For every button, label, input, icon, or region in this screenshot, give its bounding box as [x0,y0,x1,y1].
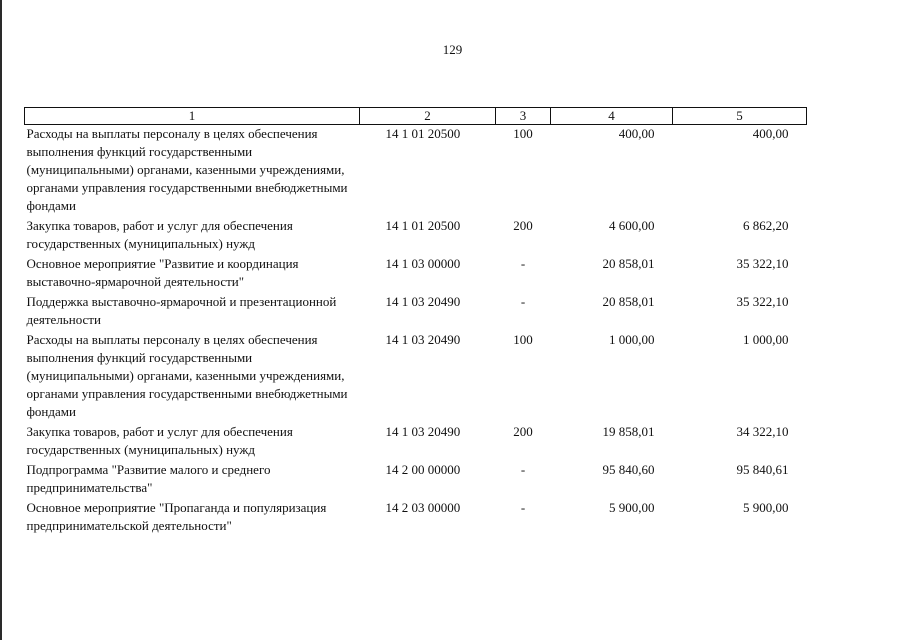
row-name: Закупка товаров, работ и услуг для обеспечения государственных (муниципальных) нужд [26,424,293,457]
row-name: Поддержка выставочно-ярмарочной и презентационной деятельности [26,294,337,327]
row-type: - [520,500,526,515]
table-row [25,499,807,537]
row-code: 14 1 01 20500 [385,126,461,141]
table-row [25,125,807,218]
row-amount-1: 400,00 [618,126,655,141]
row-amount-2: 35 322,10 [736,294,789,309]
row-amount-1: 1 000,00 [609,332,655,347]
row-name: Расходы на выплаты персоналу в целях обеспечения выполнения функций государственными (муниципальными) органами, казенными учреждениями, органами управления государственными внебюджетными фондами [26,126,348,213]
row-type: 100 [513,332,533,347]
table-row [25,423,807,461]
row-amount-2: 34 322,10 [736,424,789,439]
row-amount-2: 35 322,10 [736,256,789,271]
row-type: - [520,462,526,477]
table-row [25,461,807,499]
header-col-3: 3 [496,108,551,125]
header-col-4: 4 [551,108,673,125]
budget-table [24,107,807,537]
row-amount-1: 4 600,00 [609,218,655,233]
row-amount-1: 5 900,00 [609,500,655,515]
header-col-1: 1 [25,108,360,125]
table-row [25,217,807,255]
row-amount-2: 5 900,00 [743,500,789,515]
row-amount-2: 6 862,20 [743,218,789,233]
header-col-2: 2 [360,108,496,125]
row-type: 100 [513,126,533,141]
row-type: 200 [513,424,533,439]
table-row [25,293,807,331]
row-amount-1: 19 858,01 [602,424,655,439]
table-row [25,331,807,423]
row-code: 14 2 00 00000 [385,462,461,477]
row-code: 14 1 03 20490 [385,332,461,347]
row-name: Основное мероприятие "Пропаганда и популяризация предпринимательской деятельности" [26,500,327,533]
row-name: Закупка товаров, работ и услуг для обеспечения государственных (муниципальных) нужд [26,218,293,251]
row-type: 200 [513,218,533,233]
row-amount-1: 20 858,01 [602,256,655,271]
table-row [25,255,807,293]
row-amount-1: 20 858,01 [602,294,655,309]
row-code: 14 1 03 20490 [385,424,461,439]
row-name: Подпрограмма "Развитие малого и среднего предпринимательства" [26,462,271,495]
row-code: 14 1 03 00000 [385,256,461,271]
row-code: 14 1 03 20490 [385,294,461,309]
row-type: - [520,256,526,271]
row-amount-2: 400,00 [752,126,789,141]
page-number: 129 [442,42,463,57]
row-amount-2: 1 000,00 [743,332,789,347]
row-name: Расходы на выплаты персоналу в целях обеспечения выполнения функций государственными (муниципальными) органами, казенными учреждениями, органами управления государственными внебюджетными фондами [26,332,348,419]
header-row [25,108,807,125]
header-col-5: 5 [673,108,807,125]
page-left-edge [0,0,2,640]
row-name: Основное мероприятие "Развитие и координация выставочно-ярмарочной деятельности" [26,256,299,289]
row-amount-2: 95 840,61 [736,462,789,477]
row-code: 14 2 03 00000 [385,500,461,515]
row-type: - [520,294,526,309]
row-amount-1: 95 840,60 [602,462,655,477]
table-header [25,108,807,125]
row-code: 14 1 01 20500 [385,218,461,233]
table-body [25,125,807,538]
